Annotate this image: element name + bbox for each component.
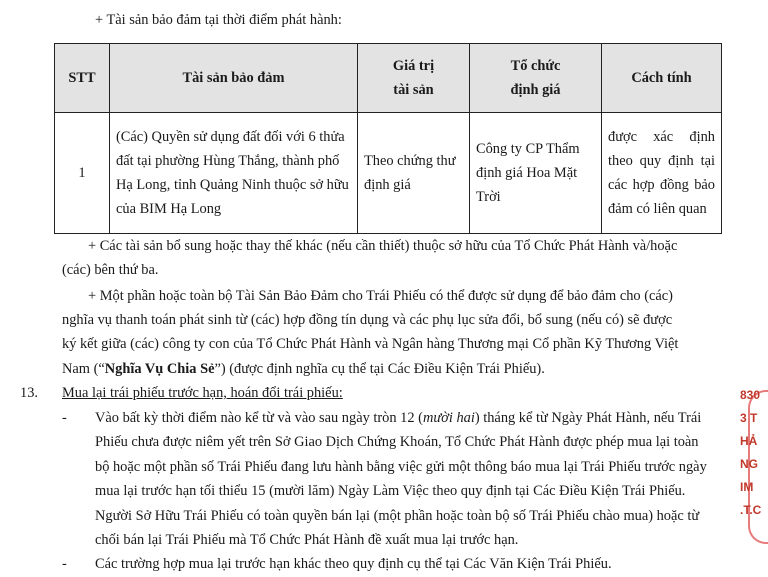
shared-obligation-pre: Nam (“ <box>62 361 105 377</box>
stamp-line: .T.C <box>740 503 762 517</box>
header-stt: STT <box>55 44 110 113</box>
shared-obligation-line1: + Một phần hoặc toàn bộ Tài Sản Bảo Đảm cho Trái Phiếu có thể được sử dụng để bảo đảm cho (các) <box>88 288 673 304</box>
header-org-line2: định giá <box>510 82 561 98</box>
bullet2-dash: - <box>62 556 67 572</box>
shared-obligation-line4 <box>62 361 545 378</box>
bullet1-line1 <box>95 410 701 427</box>
stamp-line: HẢ <box>740 434 758 448</box>
section-13-title: Mua lại trái phiếu trước hạn, hoán đổi trái phiếu: <box>62 385 343 401</box>
header-org-line1: Tổ chức <box>510 58 561 74</box>
header-value-line1: Giá trị <box>392 58 435 74</box>
bullet2-text: Các trường hợp mua lại trước hạn khác theo quy định cụ thể tại Các Văn Kiện Trái Phiếu. <box>95 556 612 572</box>
header-method: Cách tính <box>602 44 722 113</box>
shared-obligation-line2: nghĩa vụ thanh toán phát sinh từ (các) hợp đồng tín dụng và các phụ lục sửa đổi, bổ sung (nếu có) sẽ được <box>62 312 673 328</box>
bullet1-line5: Người Sở Hữu Trái Phiếu có toàn quyền bán lại (một phần hoặc toàn bộ số Trái Phiếu chào mua) hoặc từ <box>95 508 700 524</box>
header-org <box>470 44 602 113</box>
collateral-table <box>54 43 722 234</box>
bullet1-line1-post: ) tháng kể từ Ngày Phát Hành, nếu Trái <box>474 410 702 426</box>
table-header-row <box>55 44 722 113</box>
shared-obligation-term: Nghĩa Vụ Chia Sẻ <box>104 361 215 377</box>
bullet1-line2: Phiếu chưa được niêm yết trên Sở Giao Dịch Chứng Khoán, Tổ Chức Phát Hành được phép mua lại toàn <box>95 434 699 450</box>
additional-assets-line2: (các) bên thứ ba. <box>62 262 159 278</box>
shared-obligation-post: ”) (được định nghĩa cụ thể tại Các Điều Kiện Trái Phiếu). <box>214 361 545 377</box>
cell-org: Công ty CP Thẩm định giá Hoa Mặt Trời <box>470 113 602 234</box>
bullet1-line4: mua lại trước hạn tối thiểu 15 (mười lăm) Ngày Làm Việc theo quy định tại Các Điều Kiện Trái Phiếu. <box>95 483 686 499</box>
stamp-line: NG <box>740 457 758 471</box>
bullet1-line1-pre: Vào bất kỳ thời điểm nào kể từ và vào sau ngày tròn 12 ( <box>95 410 423 426</box>
bullet1-line6: chối bán lại Trái Phiếu mà Tổ Chức Phát Hành đề xuất mua lại trước hạn. <box>95 532 519 548</box>
cell-stt: 1 <box>55 113 110 234</box>
cell-method: được xác định theo quy định tại các hợp đồng bảo đảm có liên quan <box>602 113 722 234</box>
shared-obligation-line3: ký kết giữa (các) công ty con của Tổ Chức Phát Hành và Ngân hàng Thương mại Cổ phần Kỹ Thương Việt <box>62 336 679 352</box>
section-13-number: 13. <box>20 385 38 401</box>
cell-value: Theo chứng thư định giá <box>358 113 470 234</box>
bullet1-line3: bộ hoặc một phần số Trái Phiếu đang lưu hành bằng việc gửi một thông báo mua lại Trái Phiếu trước ngày <box>95 459 707 475</box>
red-stamp <box>740 384 768 564</box>
header-value <box>358 44 470 113</box>
table-row <box>55 113 722 234</box>
cell-asset: (Các) Quyền sử dụng đất đối với 6 thửa đất tại phường Hùng Thắng, thành phố Hạ Long, tỉnh Quảng Ninh thuộc sở hữu của BIM Hạ Long <box>110 113 358 234</box>
header-asset: Tài sản bảo đảm <box>110 44 358 113</box>
additional-assets-line1: + Các tài sản bổ sung hoặc thay thế khác (nếu cần thiết) thuộc sở hữu của Tổ Chức Phát Hành và/hoặc <box>88 238 678 254</box>
stamp-line: IM <box>740 480 754 494</box>
stamp-line: 3 T <box>740 411 758 425</box>
stamp-line: 830 <box>740 388 761 402</box>
bullet1-line1-italic: mười hai <box>422 410 475 426</box>
collateral-intro: + Tài sản bảo đảm tại thời điểm phát hành: <box>95 12 342 28</box>
header-value-line2: tài sản <box>393 82 434 98</box>
bullet1-dash: - <box>62 410 67 426</box>
